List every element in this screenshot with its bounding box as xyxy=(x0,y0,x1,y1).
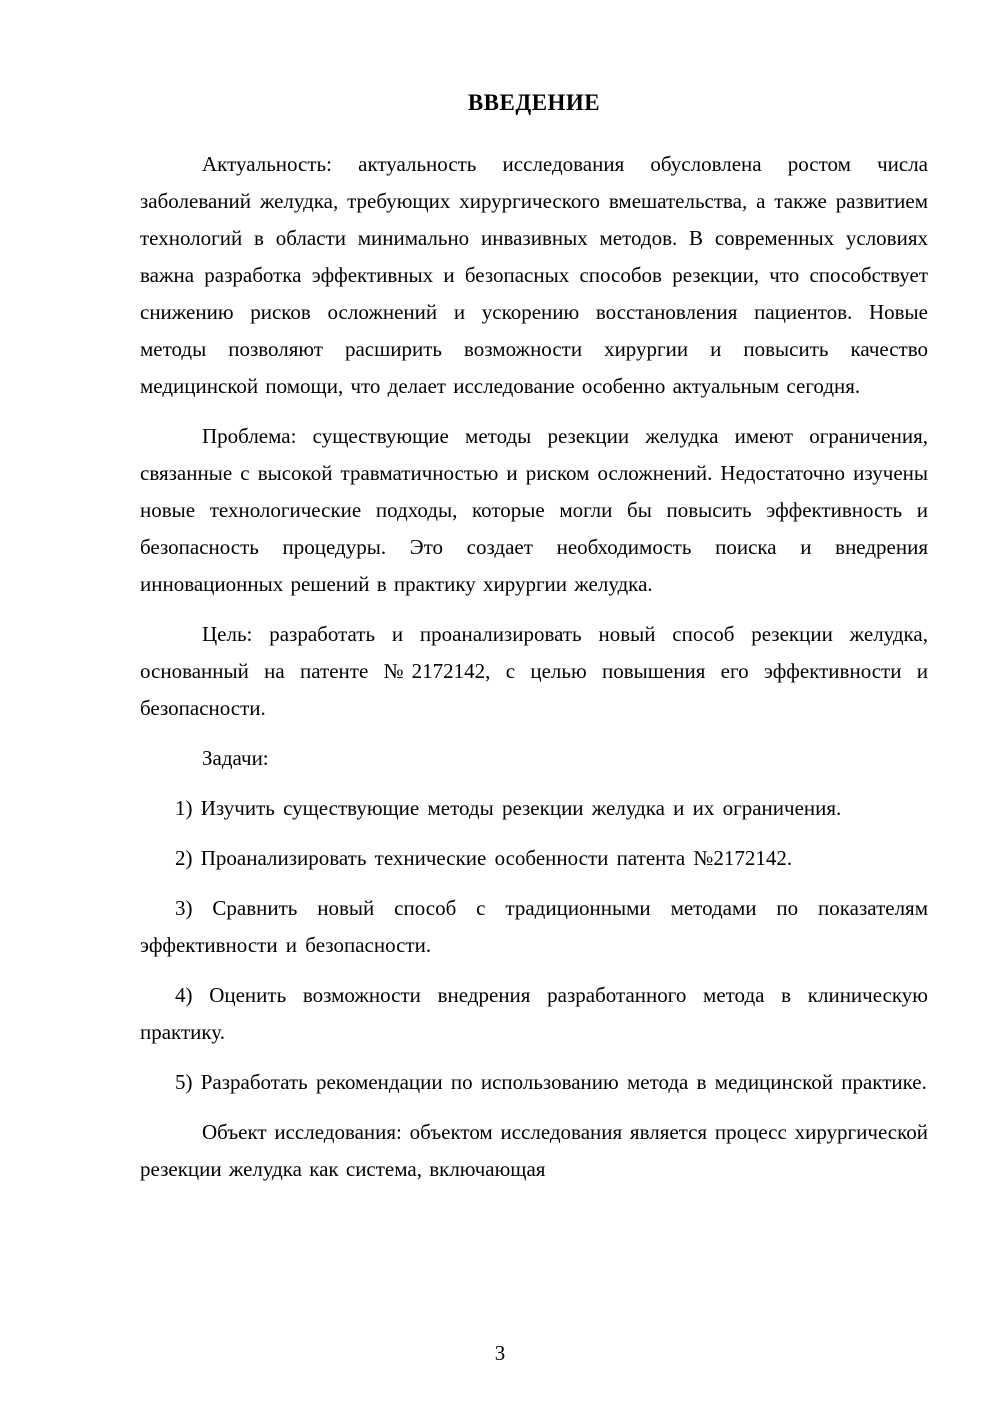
task-item-1: 1) Изучить существующие методы резекции желудка и их ограничения. xyxy=(175,796,842,820)
task-item-4: 4) Оценить возможности внедрения разработанного метода в клиническую практику. xyxy=(140,983,928,1044)
paragraph-zadachi-heading: Задачи: xyxy=(202,746,269,770)
paragraph-obekt-issledovaniya: Объект исследования: объектом исследования является процесс хирургической резекции желудка как система, включающая xyxy=(140,1120,928,1181)
task-item-2: 2) Проанализировать технические особенности патента №2172142. xyxy=(175,846,793,870)
paragraph-tsel: Цель: разработать и проанализировать новый способ резекции желудка, основанный на патенте №2172142, с целью повышения его эффективности и безопасности. xyxy=(140,622,928,720)
task-item-3: 3) Сравнить новый способ с традиционными методами по показателям эффективности и безопасности. xyxy=(140,896,928,957)
task-item-5: 5) Разработать рекомендации по использованию метода в медицинской практике. xyxy=(175,1070,927,1094)
page-number: 3 xyxy=(494,1341,506,1365)
document-title: ВВЕДЕНИЕ xyxy=(467,90,601,115)
paragraph-problema: Проблема: существующие методы резекции желудка имеют ограничения, связанные с высокой травматичностью и риском осложнений. Недостаточно изучены новые технологические подходы, которые могли бы повысить эффективность и безопасность процедуры. Это создает необходимость поиска и внедрения инновационных решений в практику хирургии желудка. xyxy=(140,424,928,596)
paragraph-aktualnost: Актуальность: актуальность исследования обусловлена ростом числа заболеваний желудка, требующих хирургического вмешательства, а также развитием технологий в области минимально инвазивных методов. В современных условиях важна разработка эффективных и безопасных способов резекции, что способствует снижению рисков осложнений и ускорению восстановления пациентов. Новые методы позволяют расширить возможности хирургии и повысить качество медицинской помощи, что делает исследование особенно актуальным сегодня. xyxy=(140,152,928,398)
